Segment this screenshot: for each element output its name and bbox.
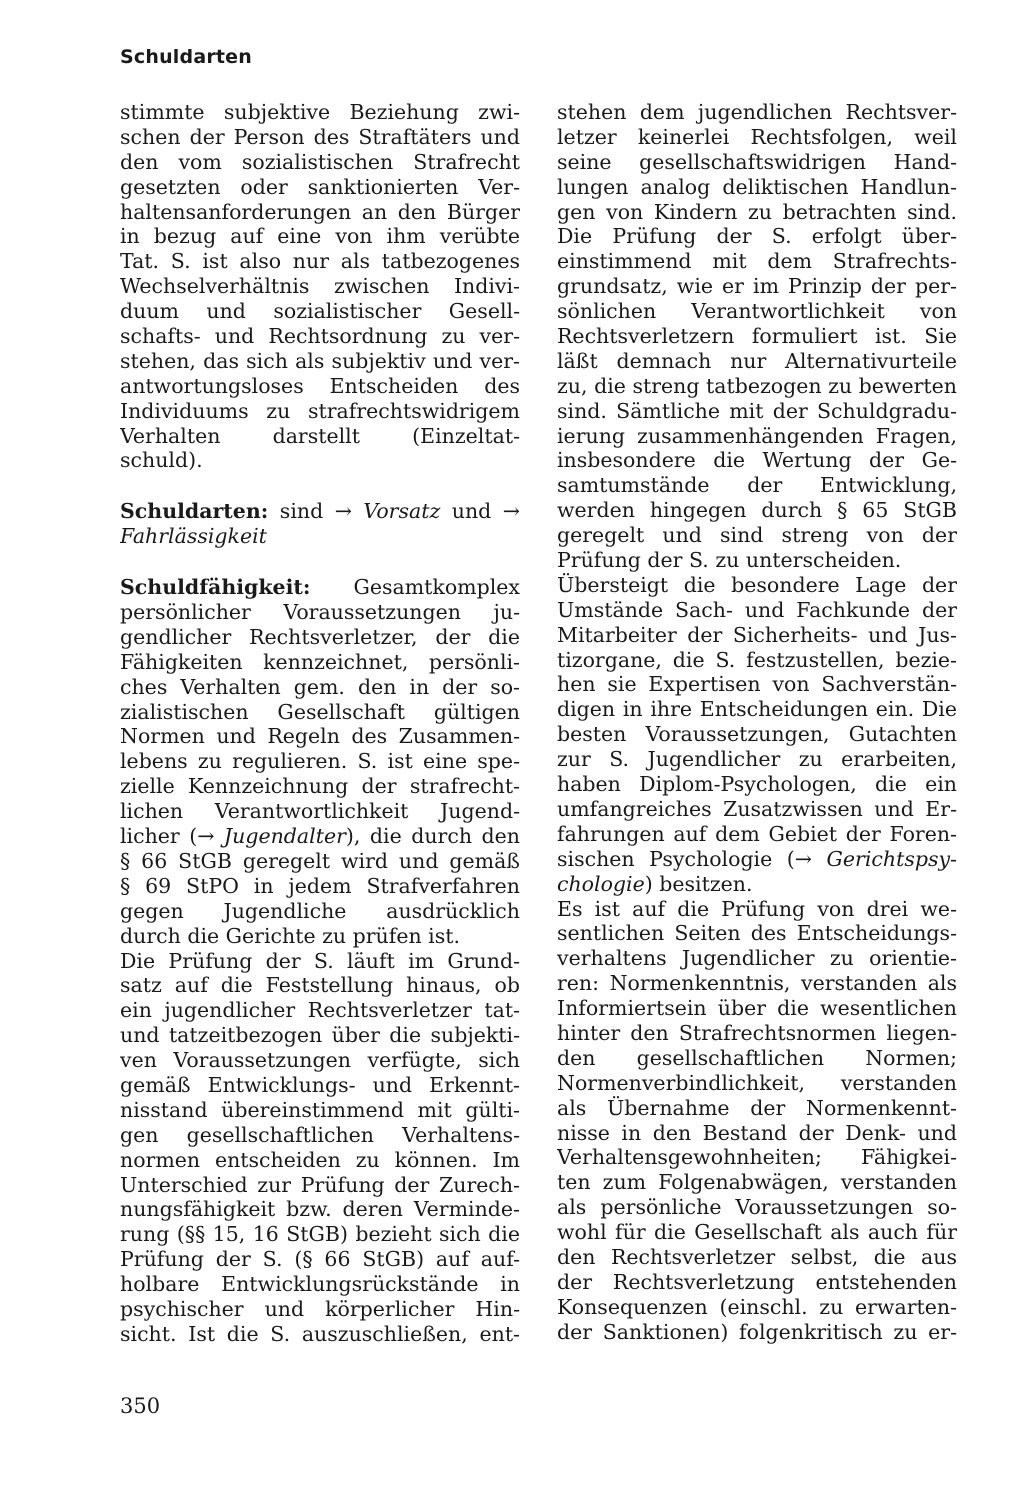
text-line: Schuldfähigkeit: Gesamtkomplex	[120, 575, 520, 600]
paragraph-gap	[120, 549, 520, 575]
text-line: Normenverbindlichkeit, verstanden	[557, 1070, 957, 1095]
text-line: sischen Psychologie (→ Gerichtspsy-	[557, 846, 957, 871]
text-line: hen sie Expertisen von Sachverstän-	[557, 672, 957, 697]
text-line: der Sanktionen) folgenkritisch zu er-	[557, 1319, 957, 1344]
text-line: tizorgane, die S. festzustellen, bezie-	[557, 647, 957, 672]
text-line: Die Prüfung der S. erfolgt über-	[557, 224, 957, 249]
left-column	[120, 100, 520, 1347]
text-line: in bezug auf eine von ihm verübte	[120, 224, 520, 249]
text-line: Umstände Sach- und Fachkunde der	[557, 597, 957, 622]
text-line: gesetzten oder sanktionierten Ver-	[120, 174, 520, 199]
text-line: psychischer und körperlicher Hin-	[120, 1296, 520, 1321]
text-line: Es ist auf die Prüfung von drei we-	[557, 896, 957, 921]
text-line: gen gesellschaftlichen Verhaltens-	[120, 1122, 520, 1147]
page-number: 350	[120, 1394, 161, 1418]
text-line: sind. Sämtliche mit der Schuldgradu-	[557, 398, 957, 423]
text-line: Unterschied zur Prüfung der Zurech-	[120, 1172, 520, 1197]
text-line: lichen Verantwortlichkeit Jugend-	[120, 799, 520, 824]
text-line: durch die Gerichte zu prüfen ist.	[120, 923, 461, 948]
text-line: normen entscheiden zu können. Im	[120, 1147, 520, 1172]
text-line: als Übernahme der Normenkennt-	[557, 1095, 957, 1120]
text-line: Normen und Regeln des Zusammen-	[120, 724, 520, 749]
text-line: Individuums zu strafrechtswidrigem	[120, 398, 520, 423]
text-line: läßt demnach nur Alternativurteile	[557, 348, 957, 373]
paragraph-gap	[120, 473, 520, 499]
text-line: letzer keinerlei Rechtsfolgen, weil	[557, 124, 957, 149]
text-line: zialistischen Gesellschaft gültigen	[120, 699, 520, 724]
text-line: gendlicher Rechtsverletzer, der die	[120, 624, 520, 649]
right-column	[557, 100, 957, 1345]
text-line: besten Voraussetzungen, Gutachten	[557, 722, 957, 747]
text-line: Verhalten darstellt (Einzeltat-	[120, 423, 520, 448]
text-line: haltensanforderungen an den Bürger	[120, 199, 520, 224]
text-line: verhaltens Jugendlicher zu orientie-	[557, 946, 957, 971]
text-line: geregelt und sind streng von der	[557, 523, 957, 548]
text-line: Schuldarten: sind → Vorsatz und →	[120, 499, 520, 524]
text-line: samtumstände der Entwicklung,	[557, 473, 957, 498]
text-line: ten zum Folgenabwägen, verstanden	[557, 1170, 957, 1195]
text-line: ches Verhalten gem. den in der so-	[120, 674, 520, 699]
text-line: seine gesellschaftswidrigen Hand-	[557, 149, 957, 174]
text-line: schen der Person des Straftäters und	[120, 124, 520, 149]
text-line: sönlichen Verantwortlichkeit von	[557, 299, 957, 324]
text-line: Verhaltensgewohnheiten; Fähigkei-	[557, 1145, 957, 1170]
text-line: der Rechtsverletzung entstehenden	[557, 1269, 957, 1294]
text-line: § 69 StPO in jedem Strafverfahren	[120, 873, 520, 898]
text-line: Konsequenzen (einschl. zu erwarten-	[557, 1294, 957, 1319]
text-line: Mitarbeiter der Sicherheits- und Jus-	[557, 622, 957, 647]
page-header: Schuldarten	[120, 46, 252, 68]
text-line: insbesondere die Wertung der Ge-	[557, 448, 957, 473]
text-line: den Rechtsverletzer selbst, die aus	[557, 1244, 957, 1269]
text-line: wohl für die Gesellschaft als auch für	[557, 1220, 957, 1245]
text-line: als persönliche Voraussetzungen so-	[557, 1195, 957, 1220]
text-line: Tat. S. ist also nur als tatbezogenes	[120, 249, 520, 274]
text-line: ven Voraussetzungen verfügte, sich	[120, 1048, 520, 1073]
text-line: stimmte subjektive Beziehung zwi-	[120, 100, 520, 124]
text-line: nungsfähigkeit bzw. deren Verminde-	[120, 1197, 520, 1222]
text-line: einstimmend mit dem Strafrechts-	[557, 249, 957, 274]
text-line: ein jugendlicher Rechtsverletzer tat-	[120, 998, 520, 1023]
text-line: digen in ihre Entscheidungen ein. Die	[557, 697, 957, 722]
text-line: schafts- und Rechtsordnung zu ver-	[120, 324, 520, 349]
text-line: Fähigkeiten kennzeichnet, persönli-	[120, 649, 520, 674]
text-line: zu, die streng tatbezogen zu bewerten	[557, 373, 957, 398]
text-line: gemäß Entwicklungs- und Erkennt-	[120, 1072, 520, 1097]
text-line: sicht. Ist die S. auszuschließen, ent-	[120, 1321, 520, 1346]
text-line: und tatzeitbezogen über die subjekti-	[120, 1023, 520, 1048]
text-line: schuld).	[120, 448, 203, 473]
text-line: nisse in den Bestand der Denk- und	[557, 1120, 957, 1145]
text-line: satz auf die Feststellung hinaus, ob	[120, 973, 520, 998]
text-line: Übersteigt die besondere Lage der	[557, 572, 957, 597]
text-line: § 66 StGB geregelt wird und gemäß	[120, 848, 520, 873]
text-line: licher (→ Jugendalter), die durch den	[120, 824, 520, 849]
text-line: Fahrlässigkeit	[120, 524, 267, 549]
text-line: gen von Kindern zu betrachten sind.	[557, 199, 957, 224]
text-line: gegen Jugendliche ausdrücklich	[120, 898, 520, 923]
text-line: nisstand übereinstimmend mit gülti-	[120, 1097, 520, 1122]
text-line: Rechtsverletzern formuliert ist. Sie	[557, 324, 957, 349]
text-line: hinter den Strafrechtsnormen liegen-	[557, 1020, 957, 1045]
text-line: sentlichen Seiten des Entscheidungs-	[557, 921, 957, 946]
text-line: zielle Kennzeichnung der strafrecht-	[120, 774, 520, 799]
text-line: den vom sozialistischen Strafrecht	[120, 149, 520, 174]
text-line: persönlicher Voraussetzungen ju-	[120, 600, 520, 625]
text-line: antwortungsloses Entscheiden des	[120, 373, 520, 398]
text-line: Informiertsein über die wesentlichen	[557, 996, 957, 1021]
text-line: zur S. Jugendlicher zu erarbeiten,	[557, 747, 957, 772]
text-line: grundsatz, wie er im Prinzip der per-	[557, 274, 957, 299]
text-line: haben Diplom-Psychologen, die ein	[557, 772, 957, 797]
text-line: holbare Entwicklungsrückstände in	[120, 1272, 520, 1297]
text-line: ren: Normenkenntnis, verstanden als	[557, 971, 957, 996]
text-line: Wechselverhältnis zwischen Indivi-	[120, 274, 520, 299]
text-line: den gesellschaftlichen Normen;	[557, 1045, 957, 1070]
text-line: Prüfung der S. (§ 66 StGB) auf auf-	[120, 1247, 520, 1272]
text-line: werden hingegen durch § 65 StGB	[557, 498, 957, 523]
text-line: Prüfung der S. zu unterscheiden.	[557, 548, 902, 573]
text-line: stehen dem jugendlichen Rechtsver-	[557, 100, 957, 124]
text-line: rung (§§ 15, 16 StGB) bezieht sich die	[120, 1222, 520, 1247]
text-line: umfangreiches Zusatzwissen und Er-	[557, 796, 957, 821]
text-line: lebens zu regulieren. S. ist eine spe-	[120, 749, 520, 774]
text-line: ierung zusammenhängenden Fragen,	[557, 423, 957, 448]
text-line: Die Prüfung der S. läuft im Grund-	[120, 948, 520, 973]
text-line: stehen, das sich als subjektiv und ver-	[120, 348, 520, 373]
text-line: lungen analog deliktischen Handlun-	[557, 174, 957, 199]
text-line: chologie) besitzen.	[557, 871, 753, 896]
text-line: fahrungen auf dem Gebiet der Foren-	[557, 821, 957, 846]
text-line: duum und sozialistischer Gesell-	[120, 299, 520, 324]
